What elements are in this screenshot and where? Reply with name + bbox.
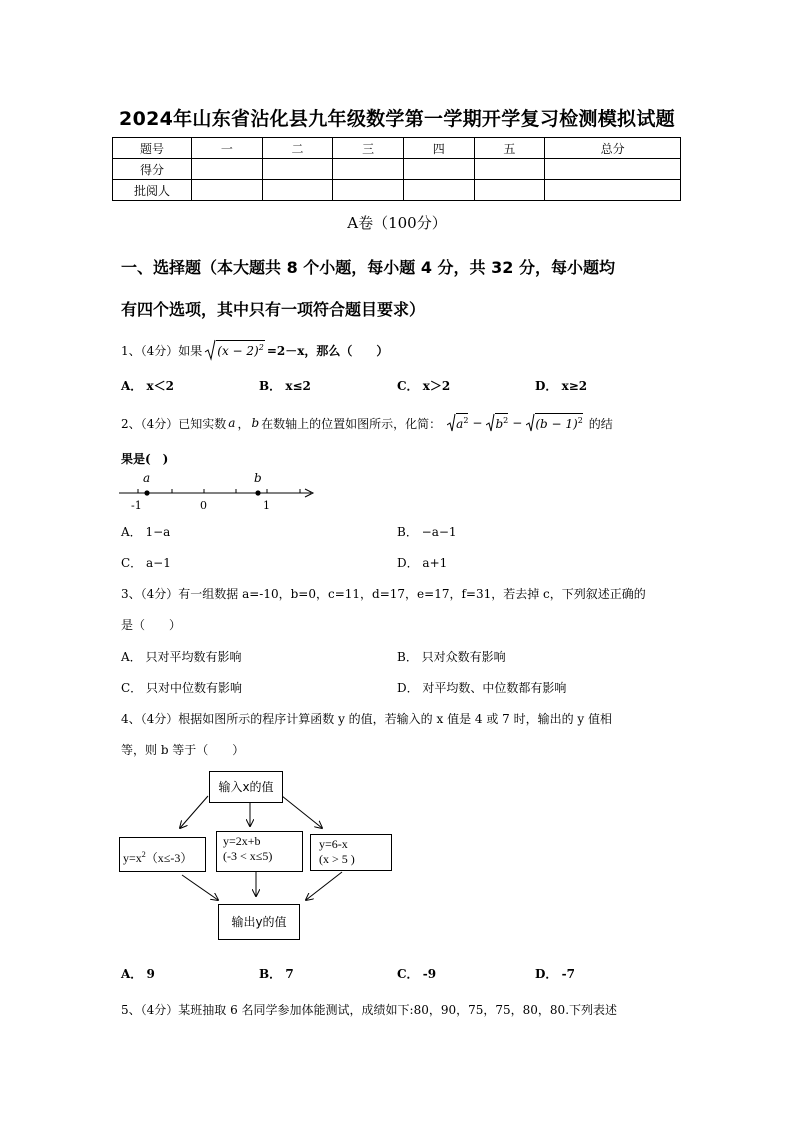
- q2-exp: 2: [503, 416, 509, 425]
- q2-term1: a: [456, 417, 464, 431]
- score-header-cell: 二: [262, 138, 333, 159]
- paper-subtitle: A卷（100分）: [347, 214, 447, 232]
- section-heading-line1: 一、选择题（本大题共 8 个小题，每小题 4 分，共 32 分，每小题均: [121, 258, 615, 277]
- question-1: [121, 338, 388, 362]
- q1-option-b: B． x≤2: [259, 379, 311, 393]
- q2-exp: 2: [463, 416, 469, 425]
- score-cell: [262, 159, 333, 180]
- q1-option-c: C． x＞2: [397, 379, 451, 393]
- q1-option-a: A． x＜2: [121, 379, 174, 393]
- q3-option-c: C． 只对中位数有影响: [121, 681, 242, 695]
- section-heading-line2: 有四个选项，其中只有一项符合题目要求）: [121, 300, 426, 319]
- score-cell: [403, 159, 474, 180]
- q2-option-d: D． a+1: [397, 556, 448, 570]
- q3-line1: 3、（4分）有一组数据 a=-10，b=0，c=11，d=17，e=17，f=31，若去掉 c，下列叙述正确的: [121, 587, 646, 601]
- label-b: b: [254, 471, 262, 485]
- flow-left-box: [119, 837, 206, 872]
- score-cell: [474, 180, 545, 201]
- arrow-left-to-output: [182, 875, 218, 900]
- q2-minus: −: [472, 416, 483, 430]
- number-line-figure: [117, 470, 322, 514]
- score-header-cell: 一: [192, 138, 263, 159]
- q4-option-a: A． 9: [121, 967, 155, 981]
- score-cell: [262, 180, 333, 201]
- q1-sqrt: [204, 339, 265, 361]
- q4-option-d: D． -7: [535, 967, 575, 981]
- arrow-right-to-output: [306, 872, 342, 900]
- q1-expr: (x − 2): [217, 344, 259, 358]
- q2-option-b: B． −a−1: [397, 525, 457, 539]
- score-cell: [403, 180, 474, 201]
- radical-icon: [447, 413, 456, 433]
- q4-option-c: C． -9: [397, 967, 437, 981]
- flow-mid-line1: y=2x+b: [223, 834, 261, 848]
- point-b: [255, 490, 260, 495]
- score-table-row: [113, 180, 681, 201]
- q2-minus: −: [512, 416, 523, 430]
- q4-option-b: B． 7: [259, 967, 294, 981]
- score-table: [112, 137, 681, 201]
- q2-suffix: 的结: [588, 416, 613, 431]
- flow-right-line1: y=6-x: [319, 837, 348, 851]
- score-table-row: [113, 159, 681, 180]
- score-cell: [545, 180, 681, 201]
- score-cell: [474, 159, 545, 180]
- radical-icon: [486, 413, 495, 433]
- flow-mid-line2: (-3 < x≤5): [223, 849, 273, 863]
- flow-input-box: 输入x的值: [209, 771, 283, 803]
- q4-line1: 4、（4分）根据如图所示的程序计算函数 y 的值，若输入的 x 值是 4 或 7 时，输出的 y 值相: [121, 712, 613, 726]
- score-header-cell: 四: [403, 138, 474, 159]
- score-header-cell: 五: [474, 138, 545, 159]
- q3-option-a: A． 只对平均数有影响: [121, 650, 242, 664]
- tick-label-0: 0: [200, 499, 207, 512]
- radical-icon: [204, 339, 216, 361]
- q3-option-d: D． 对平均数、中位数都有影响: [397, 681, 567, 695]
- flowchart: [110, 768, 400, 944]
- arrow-to-right: [282, 796, 322, 828]
- radical-icon: [526, 413, 535, 433]
- q2-expression: [447, 413, 583, 433]
- score-header-cell: 题号: [113, 138, 192, 159]
- score-header-cell: 三: [333, 138, 404, 159]
- flow-left-main: y=x: [123, 851, 142, 865]
- q2-option-c: C． a−1: [121, 556, 171, 570]
- score-header-cell: 总分: [545, 138, 681, 159]
- score-row-label: 批阅人: [113, 180, 192, 201]
- q2-line2: 果是( ): [121, 452, 169, 466]
- flow-right-line2: (x > 5 ): [319, 852, 355, 866]
- q1-option-d: D． x≥2: [535, 379, 588, 393]
- q2-var-b: b: [251, 416, 260, 430]
- flow-right-box: [310, 834, 392, 871]
- flow-middle-box: [216, 831, 303, 872]
- arrow-to-left: [180, 796, 208, 828]
- q3-option-b: B． 只对众数有影响: [397, 650, 506, 664]
- page-title: 2024年山东省沾化县九年级数学第一学期开学复习检测模拟试题: [119, 108, 675, 130]
- point-a: [144, 490, 149, 495]
- q1-suffix: =2－x，那么（ ）: [266, 343, 389, 358]
- question-2: [121, 410, 613, 436]
- score-cell: [333, 159, 404, 180]
- score-table-header-row: [113, 138, 681, 159]
- tick-label-1: 1: [263, 499, 270, 512]
- tick-label-minus-1: -1: [131, 499, 142, 512]
- q2-exp: 2: [577, 416, 583, 425]
- score-row-label: 得分: [113, 159, 192, 180]
- q2-term2: b: [495, 417, 504, 431]
- q5-line1: 5、（4分）某班抽取 6 名同学参加体能测试，成绩如下:80，90，75，75，80，80.下列表述: [121, 1003, 618, 1017]
- q1-prefix: 1、（4分）如果: [121, 343, 203, 358]
- score-cell: [192, 159, 263, 180]
- label-a: a: [143, 471, 151, 485]
- q2-option-a: A． 1−a: [121, 525, 171, 539]
- q3-line2: 是（ ）: [121, 618, 182, 632]
- flow-left-cond: （x≤-3）: [145, 851, 193, 865]
- q2-prefix: 2、（4分）已知实数: [121, 416, 227, 431]
- flow-left-exp: 2: [141, 850, 146, 859]
- score-cell: [545, 159, 681, 180]
- q2-term3: (b − 1): [535, 417, 578, 431]
- number-line-ticks: [138, 489, 300, 493]
- score-cell: [333, 180, 404, 201]
- q4-line2: 等，则 b 等于（ ）: [121, 743, 245, 757]
- score-cell: [192, 180, 263, 201]
- q2-sep: ，: [237, 416, 250, 431]
- q1-exp: 2: [258, 343, 264, 352]
- flow-output-box: 输出y的值: [218, 904, 300, 940]
- q2-mid: 在数轴上的位置如图所示，化简：: [261, 416, 442, 431]
- q2-var-a: a: [228, 416, 236, 430]
